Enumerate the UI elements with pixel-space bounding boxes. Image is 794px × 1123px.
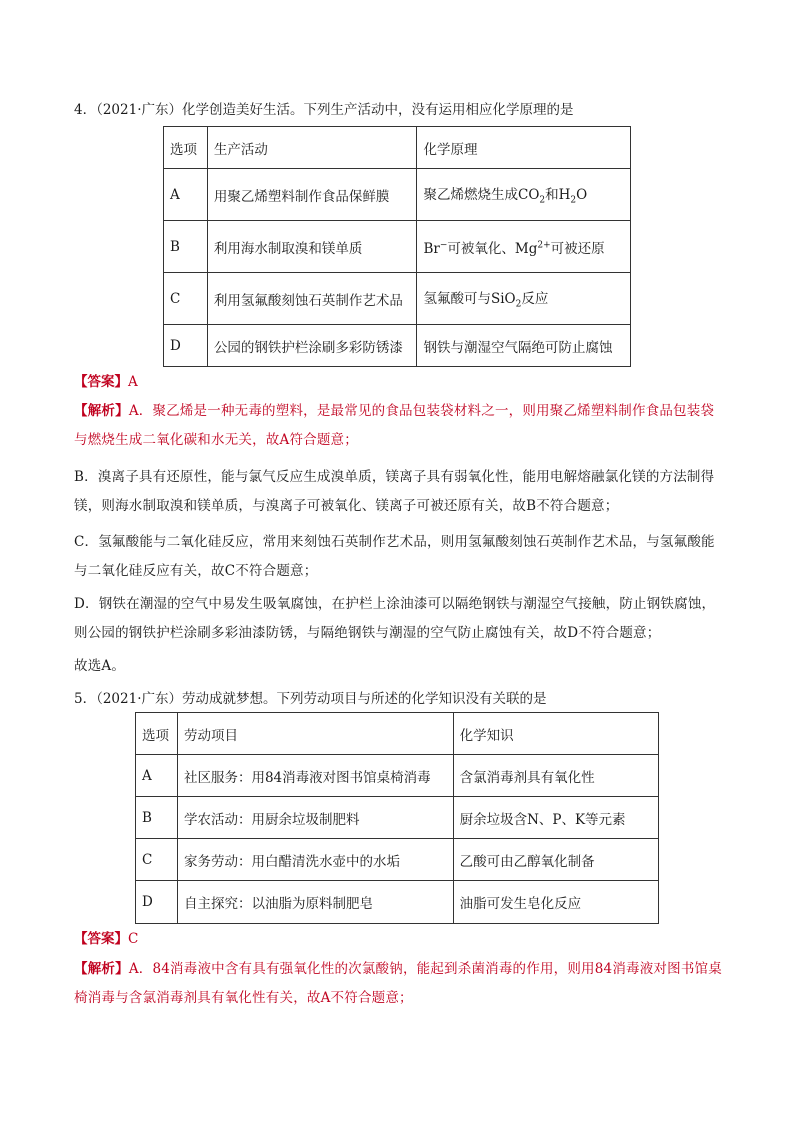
question-4-analysis-d: D．钢铁在潮湿的空气中易发生吸氧腐蚀，在护栏上涂油漆可以隔绝钢铁与潮湿空气接触，防止钢铁腐蚀，则公园的钢铁护栏涂刷多彩油漆防锈，与隔绝钢铁与潮湿的空气防止腐蚀有关，故D不符合题意； <box>74 596 716 641</box>
activity-cell: 利用氢氟酸刻蚀石英制作艺术品 <box>207 273 417 325</box>
option-cell: D <box>164 325 208 367</box>
item-cell: 自主探究：以油脂为原料制肥皂 <box>177 881 453 924</box>
principle-cell: 聚乙烯燃烧生成$CO_2$和$H_2O$ <box>417 169 631 221</box>
question-4-analysis-b: B．溴离子具有还原性，能与氯气反应生成溴单质，镁离子具有弱氧化性，能用电解熔融氯化镁的方法制得镁，则海水制取溴和镁单质，与溴离子可被氧化、镁离子可被还原有关，故B不符合题意； <box>74 469 715 514</box>
activity-cell: 公园的钢铁护栏涂刷多彩防锈漆 <box>207 325 417 367</box>
header-item: 劳动项目 <box>177 713 453 755</box>
question-5-stem: 5．（2021·广东）劳动成就梦想。下列劳动项目与所述的化学知识没有关联的是 <box>74 691 547 707</box>
question-4-conclusion: 故选A。 <box>74 658 126 674</box>
option-cell: A <box>164 169 208 221</box>
table-row <box>164 169 631 221</box>
header-activity: 生产活动 <box>207 127 417 169</box>
option-cell: C <box>164 273 208 325</box>
table-row <box>136 881 659 924</box>
table-row <box>136 839 659 881</box>
option-cell: B <box>164 221 208 273</box>
header-principle: 化学原理 <box>417 127 631 169</box>
option-cell: D <box>136 881 178 924</box>
table-header-row <box>164 127 631 169</box>
question-4-table <box>163 126 631 367</box>
item-cell: 社区服务：用84消毒液对图书馆桌椅消毒 <box>177 755 453 797</box>
principle-cell: 氢氟酸可与SiO$_2$反应 <box>417 273 631 325</box>
option-cell: C <box>136 839 178 881</box>
item-cell: 家务劳动：用白醋清洗水壶中的水垢 <box>177 839 453 881</box>
knowledge-cell: 厨余垃圾含N、P、K等元素 <box>453 797 658 839</box>
header-option: 选项 <box>136 713 178 755</box>
question-5-answer: 【答案】C <box>74 931 139 947</box>
activity-cell: 用聚乙烯塑料制作食品保鲜膜 <box>207 169 417 221</box>
knowledge-cell: 油脂可发生皂化反应 <box>453 881 658 924</box>
question-4-analysis: 【解析】A．聚乙烯是一种无毒的塑料，是最常见的食品包装袋材料之一，则用聚乙烯塑料制作食品包装袋与燃烧生成二氧化碳和水无关，故A符合题意； <box>74 403 715 448</box>
table-row <box>136 797 659 839</box>
table-row <box>164 325 631 367</box>
question-4-answer: 【答案】A <box>74 374 138 390</box>
header-option: 选项 <box>164 127 208 169</box>
table-row <box>136 755 659 797</box>
question-5-table <box>135 712 659 924</box>
table-header-row <box>136 713 659 755</box>
principle-cell: 钢铁与潮湿空气隔绝可防止腐蚀 <box>417 325 631 367</box>
knowledge-cell: 乙酸可由乙醇氧化制备 <box>453 839 658 881</box>
header-knowledge: 化学知识 <box>453 713 658 755</box>
table-row <box>164 221 631 273</box>
activity-cell: 利用海水制取溴和镁单质 <box>207 221 417 273</box>
option-cell: B <box>136 797 178 839</box>
option-cell: A <box>136 755 178 797</box>
knowledge-cell: 含氯消毒剂具有氧化性 <box>453 755 658 797</box>
question-4-stem: 4．（2021·广东）化学创造美好生活。下列生产活动中，没有运用相应化学原理的是 <box>74 102 574 118</box>
question-5-analysis: 【解析】A．84消毒液中含有具有强氧化性的次氯酸钠，能起到杀菌消毒的作用，则用84消毒液对图书馆桌椅消毒与含氯消毒剂具有氧化性有关，故A不符合题意； <box>74 961 722 1006</box>
principle-cell: Br−可被氧化、$Mg^{2+}$可被还原 <box>417 221 631 273</box>
question-4-analysis-c: C．氢氟酸能与二氧化硅反应，常用来刻蚀石英制作艺术品，则用氢氟酸刻蚀石英制作艺术品，与氢氟酸能与二氧化硅反应有关，故C不符合题意； <box>74 534 715 579</box>
table-row <box>164 273 631 325</box>
item-cell: 学农活动：用厨余垃圾制肥料 <box>177 797 453 839</box>
